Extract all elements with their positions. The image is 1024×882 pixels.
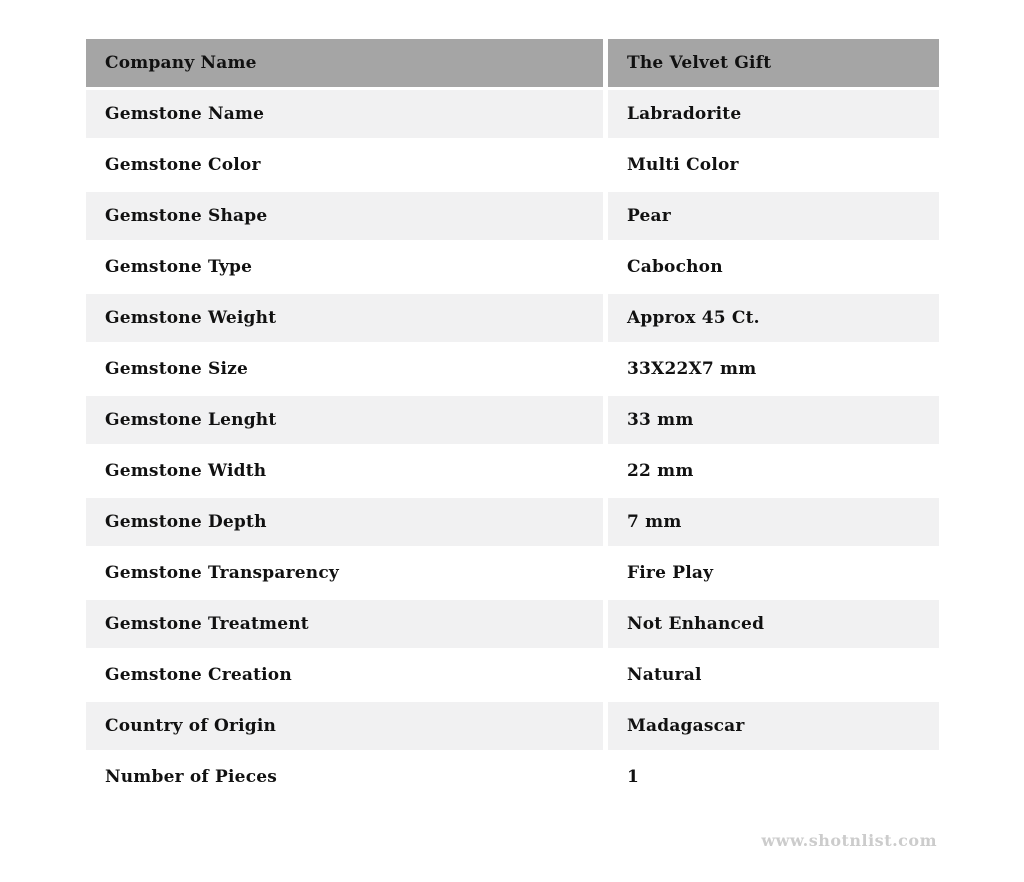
table-row xyxy=(86,651,939,699)
row-label: Gemstone Shape xyxy=(86,192,603,240)
row-label: Gemstone Treatment xyxy=(86,600,603,648)
row-label: Gemstone Type xyxy=(86,243,603,291)
table-body xyxy=(86,90,939,801)
watermark: www.shotnlist.com xyxy=(761,831,937,850)
row-value: 7 mm xyxy=(608,498,939,546)
row-value: Madagascar xyxy=(608,702,939,750)
row-value: Multi Color xyxy=(608,141,939,189)
row-value: Labradorite xyxy=(608,90,939,138)
row-value: 33X22X7 mm xyxy=(608,345,939,393)
row-label: Gemstone Name xyxy=(86,90,603,138)
header-label-cell: Company Name xyxy=(86,39,603,87)
row-label: Gemstone Color xyxy=(86,141,603,189)
table-header-row xyxy=(86,39,939,87)
row-value: Pear xyxy=(608,192,939,240)
table-row xyxy=(86,753,939,801)
table-row xyxy=(86,549,939,597)
row-value: Natural xyxy=(608,651,939,699)
row-label: Gemstone Depth xyxy=(86,498,603,546)
table-row xyxy=(86,141,939,189)
table-row xyxy=(86,396,939,444)
row-value: Not Enhanced xyxy=(608,600,939,648)
table-row xyxy=(86,90,939,138)
row-label: Gemstone Creation xyxy=(86,651,603,699)
row-value: 22 mm xyxy=(608,447,939,495)
row-label: Number of Pieces xyxy=(86,753,603,801)
table-row xyxy=(86,702,939,750)
table-row xyxy=(86,192,939,240)
row-value: 33 mm xyxy=(608,396,939,444)
row-value: 1 xyxy=(608,753,939,801)
row-label: Country of Origin xyxy=(86,702,603,750)
table-row xyxy=(86,243,939,291)
row-label: Gemstone Lenght xyxy=(86,396,603,444)
table-row xyxy=(86,498,939,546)
table-row xyxy=(86,447,939,495)
row-value: Approx 45 Ct. xyxy=(608,294,939,342)
spec-table xyxy=(86,39,939,804)
row-value: Fire Play xyxy=(608,549,939,597)
row-label: Gemstone Weight xyxy=(86,294,603,342)
row-value: Cabochon xyxy=(608,243,939,291)
header-value-cell: The Velvet Gift xyxy=(608,39,939,87)
row-label: Gemstone Width xyxy=(86,447,603,495)
row-label: Gemstone Transparency xyxy=(86,549,603,597)
table-row xyxy=(86,600,939,648)
row-label: Gemstone Size xyxy=(86,345,603,393)
table-row xyxy=(86,345,939,393)
table-row xyxy=(86,294,939,342)
